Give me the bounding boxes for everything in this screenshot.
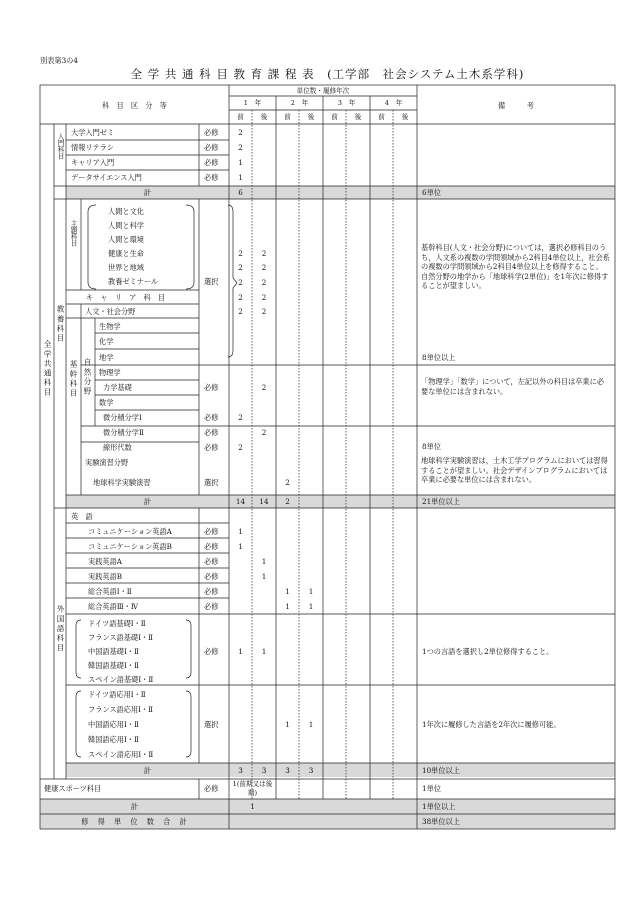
- lang-item: フランス語基礎Ⅰ・Ⅱ: [88, 633, 154, 642]
- unit-value: 1: [238, 542, 243, 551]
- remark: 1年次に履修した言語を2年次に履修可能。: [422, 720, 561, 729]
- header-year-1: 1 年: [243, 99, 262, 107]
- remark: 1単位: [422, 784, 441, 793]
- subject-name: 実践英語A: [88, 557, 122, 566]
- page-title: 全 学 共 通 科 目 教 育 課 程 表 (工学部 社会システム土木系学科): [130, 67, 525, 81]
- remark: 基幹科目(人文・社会分野)については，選択必修科目のうち，人文系の複数の学問領域から2科目4単位以上，社会系の複数の学問領域から2科目4単位以上を修得すること。 自然分野の地学から「地球科学(2単位)」を1年次に修得することが望ましい。: [421, 243, 610, 290]
- subject-name: 総合英語Ⅲ・Ⅳ: [88, 602, 139, 611]
- remark: 1単位以上: [422, 802, 456, 811]
- label-kyoyo: 教養科目: [56, 305, 65, 344]
- total-label: 計: [143, 766, 152, 775]
- theme-item: 教養ゼミナール: [108, 277, 159, 286]
- subject-name: 総合英語Ⅰ・Ⅱ: [88, 587, 132, 596]
- theme-item: 健康と生命: [108, 249, 144, 258]
- header-year-4: 4 年: [384, 99, 403, 107]
- science-item: 化学: [99, 337, 114, 346]
- subject-name: コミュニケーション英語B: [88, 542, 172, 551]
- total-value: 3: [238, 766, 243, 775]
- unit-value: 1: [285, 720, 290, 729]
- total-value: 2: [285, 497, 290, 506]
- remark: 「物理学」「数学」について，左記以外の科目は卒業に必要な単位には含まれない。: [421, 377, 604, 396]
- label-shizen: 自然分野: [83, 358, 92, 397]
- label-zengaku: 全学共通科目: [43, 340, 52, 398]
- unit-value: 1: [285, 602, 290, 611]
- req-type: 必修: [204, 572, 219, 581]
- total-value: 3: [308, 766, 314, 775]
- grand-total-remark: 38単位以上: [422, 817, 460, 826]
- remark: 8単位以上: [422, 353, 456, 362]
- unit-value: 1: [238, 527, 243, 536]
- header-term: 後: [260, 113, 268, 121]
- remark: 地球科学実験演習は，土木工学プログラムにおいては習得することが望ましい。社会デザインプログラムにおいては卒業に必要な単位には含まれない。: [421, 456, 608, 484]
- req-type: 必修: [204, 143, 219, 152]
- unit-value: 1: [261, 572, 267, 581]
- subject-name: 大学入門ゼミ: [71, 128, 115, 137]
- unit-value: 1: [261, 647, 267, 656]
- english-head: 英 語: [71, 512, 93, 521]
- unit-value: 2: [261, 278, 267, 287]
- subject-name: 地球科学実験演習: [93, 478, 151, 487]
- unit-value: 1: [285, 587, 290, 596]
- req-type: 必修: [204, 128, 219, 137]
- unit-value: 1: [308, 602, 314, 611]
- total-label: 計: [130, 802, 139, 811]
- label-kikan: 基幹科目: [69, 360, 78, 399]
- unit-value: 2: [238, 128, 243, 137]
- header-remarks: 備 考: [498, 101, 534, 110]
- lang-item: 韓国語基礎Ⅰ・Ⅱ: [88, 661, 139, 670]
- theme-item: 人間と文化: [108, 207, 144, 216]
- subject-name: コミュニケーション英語A: [88, 527, 172, 536]
- unit-value: 2: [261, 383, 267, 392]
- unit-value: 2: [285, 478, 290, 487]
- unit-value: 2: [238, 263, 243, 272]
- unit-value: 2: [238, 307, 243, 316]
- header-term: 前: [378, 113, 385, 121]
- page-label: 別表第3の4: [40, 56, 78, 65]
- total-label: 計: [143, 188, 152, 197]
- subject-name: 線形代数: [103, 443, 132, 452]
- total-value: 6: [238, 188, 243, 197]
- req-type: 必修: [204, 173, 219, 182]
- unit-value: 1: [261, 557, 267, 566]
- subject-name: 微分積分学Ⅰ: [103, 413, 142, 422]
- lang-item: 韓国語応用Ⅰ・Ⅱ: [88, 735, 139, 744]
- req-type: 必修: [204, 527, 219, 536]
- unit-value: 1: [308, 720, 314, 729]
- subject-name: キャリア入門: [71, 158, 115, 167]
- theme-item: 世界と地域: [108, 263, 144, 272]
- lang-item: 中国語応用Ⅰ・Ⅱ: [88, 720, 139, 729]
- label-gaikoku: 外国語科目: [56, 605, 65, 653]
- remark: 21単位以上: [422, 497, 460, 506]
- theme-item: 人間と科学: [108, 221, 144, 230]
- unit-value: 2: [238, 443, 243, 452]
- total-value: 1: [250, 802, 255, 811]
- header-term: 前: [331, 113, 338, 121]
- header-term: 前: [284, 113, 291, 121]
- unit-value: 2: [238, 293, 243, 302]
- lang-item: ドイツ語基礎Ⅰ・Ⅱ: [88, 619, 146, 628]
- header-term: 後: [307, 113, 315, 121]
- header-year-3: 3 年: [337, 99, 356, 107]
- req-type: 必修: [204, 542, 219, 551]
- header-year-2: 2 年: [290, 99, 309, 107]
- exp-field: 実験演習分野: [85, 458, 129, 467]
- req-type: 選択: [204, 478, 219, 487]
- subject-name: 数学: [99, 398, 114, 407]
- unit-value: 2: [238, 278, 243, 287]
- remark: 1つの言語を選択し2単位修得すること。: [422, 647, 554, 656]
- unit-value: 2: [261, 428, 267, 437]
- theme-item: 人間と環境: [108, 235, 144, 244]
- subject-name: 実践英語B: [88, 572, 123, 581]
- total-value: 14: [259, 497, 269, 506]
- lang-item: 中国語基礎Ⅰ・Ⅱ: [88, 647, 139, 656]
- unit-value: 1: [238, 173, 243, 182]
- label-nyumon: 入門科目: [56, 133, 64, 160]
- header-term: 後: [354, 113, 362, 121]
- header-category: 科 目 区 分 等: [102, 101, 167, 110]
- total-value: 3: [285, 766, 290, 775]
- subject-name: データサイエンス入門: [71, 173, 142, 182]
- lang-item: スペイン語基礎Ⅰ・Ⅱ: [88, 675, 154, 684]
- req-type: 選択: [204, 720, 219, 729]
- total-value: 3: [261, 766, 267, 775]
- unit-value: 2: [261, 307, 267, 316]
- req-type: 選択: [204, 277, 219, 286]
- unit-value: 1: [308, 587, 314, 596]
- unit-value: 2: [261, 263, 267, 272]
- unit-value: 1: [238, 647, 243, 656]
- subject-name: 力学基礎: [103, 383, 132, 392]
- lang-item: スペイン語応用Ⅰ・Ⅱ: [88, 750, 154, 759]
- total-label: 計: [143, 497, 152, 506]
- unit-value: 2: [238, 413, 243, 422]
- grand-total-label: 修 得 単 位 数 合 計: [81, 817, 188, 826]
- req-type: 必修: [204, 602, 219, 611]
- unit-value: 2: [261, 249, 267, 258]
- unit-value: 2: [238, 249, 243, 258]
- header-term: 後: [401, 113, 409, 121]
- jinbun-field: 人文・社会分野: [85, 307, 136, 316]
- total-value: 14: [235, 497, 246, 506]
- remark: 8単位: [422, 442, 441, 451]
- subject-name: 物理学: [99, 368, 121, 377]
- lang-item: ドイツ語応用Ⅰ・Ⅱ: [88, 690, 146, 699]
- unit-value: 1(前期又は後期): [232, 780, 273, 797]
- req-type: 必修: [204, 443, 219, 452]
- req-type: 必修: [204, 784, 219, 793]
- subject-name: 情報リテラシ: [71, 143, 114, 152]
- remark: 10単位以上: [422, 766, 460, 775]
- req-type: 必修: [204, 383, 219, 392]
- req-type: 必修: [204, 587, 219, 596]
- subject-name: 微分積分学Ⅱ: [103, 428, 144, 437]
- req-type: 必修: [204, 428, 219, 437]
- header-term: 前: [237, 113, 244, 121]
- career-subject: キ ャ リ ア 科 目: [86, 293, 166, 302]
- lang-item: フランス語応用Ⅰ・Ⅱ: [88, 705, 154, 714]
- unit-value: 2: [238, 143, 243, 152]
- unit-value: 2: [261, 293, 267, 302]
- req-type: 必修: [204, 413, 219, 422]
- remark: 6単位: [422, 188, 441, 197]
- req-type: 必修: [204, 158, 219, 167]
- science-item: 生物学: [99, 322, 121, 331]
- science-item: 地学: [99, 353, 114, 362]
- req-type: 必修: [204, 647, 219, 656]
- req-type: 必修: [204, 557, 219, 566]
- header-units-years: 単位数・履修年次: [296, 87, 350, 95]
- unit-value: 1: [238, 158, 243, 167]
- label-shudai: 主題科目: [69, 220, 77, 247]
- subject-name: 健康スポーツ科目: [44, 784, 102, 793]
